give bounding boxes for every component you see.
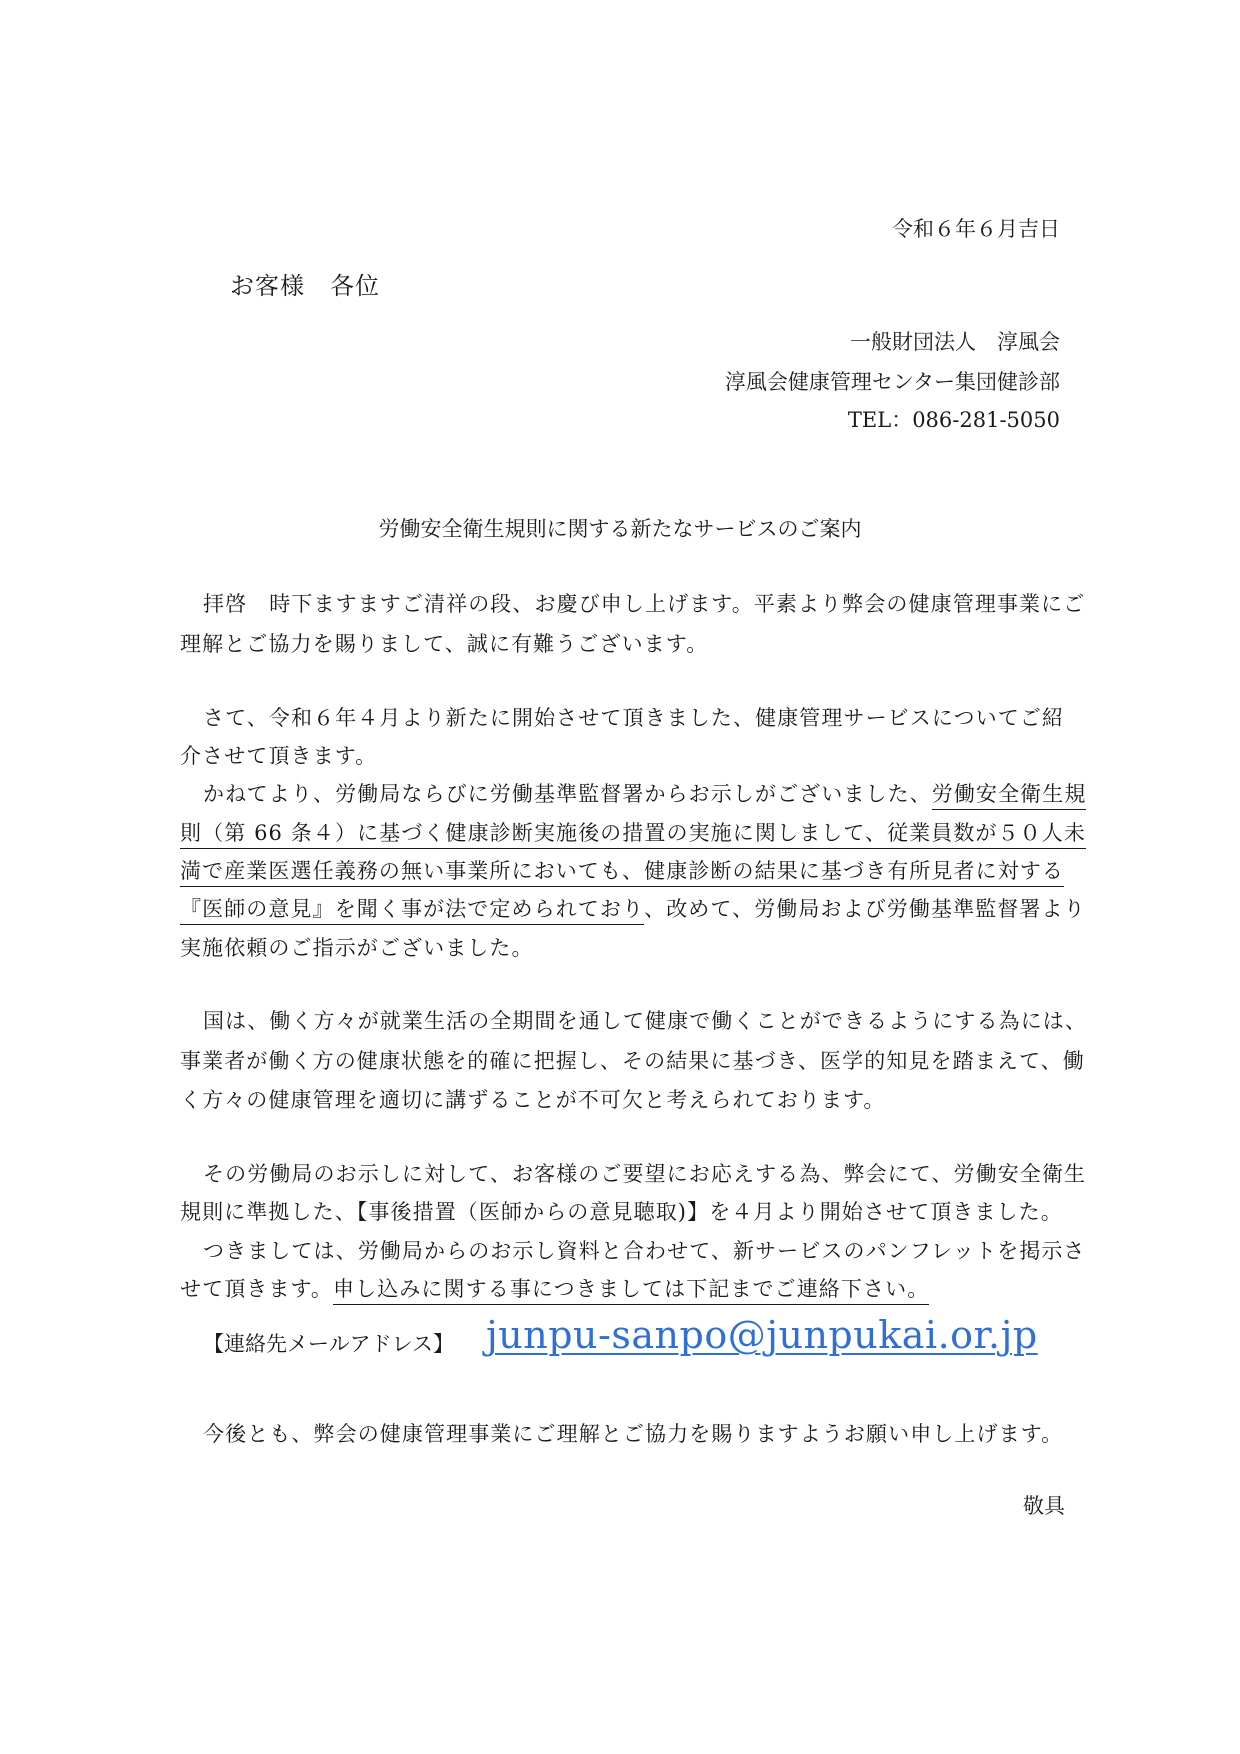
- para2-line5: [180, 855, 1064, 885]
- para4-line2: 規則に準拠した、【事後措置（医師からの意見聴取)】を４月より開始させて頂きました。: [180, 1200, 1063, 1224]
- para3-line2: 事業者が働く方の健康状態を的確に把握し、その結果に基づき、医学的知見を踏まえて、働: [180, 1049, 1085, 1073]
- para2-line4: [180, 817, 1086, 847]
- para2-line2: 介させて頂きます。: [180, 744, 378, 768]
- para4-line3: つきましては、労働局からのお示し資料と合わせて、新サービスのパンフレットを掲示さ: [203, 1239, 1086, 1263]
- underlined-regulation-line: 則（第 66 条４）に基づく健康診断実施後の措置の実施に関しまして、従業員数が５０人未: [180, 821, 1086, 849]
- para3-line1: 国は、働く方々が就業生活の全期間を通して健康で働くことができるようにする為には、: [203, 1009, 1087, 1033]
- para2-line3-text: かねてより、労働局ならびに労働基準監督署からお示しがございました、: [203, 782, 932, 806]
- para2-line3: [203, 778, 1086, 808]
- underlined-contact-request: 申し込みに関する事につきましては下記までご連絡下さい。: [333, 1277, 929, 1305]
- sender-dept: 淳風会健康管理センター集団健診部: [724, 370, 1060, 394]
- para3-line3: く方々の健康管理を適切に講ずることが不可欠と考えられております。: [180, 1088, 886, 1112]
- para1-line2: 理解とご協力を賜りまして、誠に有難うございます。: [180, 632, 709, 656]
- para1-line1: 拝啓 時下ますますご清祥の段、お慶び申し上げます。平素より弊会の健康管理事業にご: [203, 592, 1086, 616]
- contact-label: 【連絡先メールアドレス】: [203, 1332, 454, 1356]
- para2-line1: さて、令和６年４月より新たに開始させて頂きました、健康管理サービスについてご紹: [203, 706, 1065, 730]
- letter-title: 労働安全衛生規則に関する新たなサービスのご案内: [378, 517, 862, 541]
- para2-line6-text: 、改めて、労働局および労働基準監督署より: [644, 897, 1086, 921]
- para5-line1: 今後とも、弊会の健康管理事業にご理解とご協力を賜りますようお願い申し上げます。: [203, 1422, 1064, 1446]
- underlined-regulation-end: 『医師の意見』を聞く事が法で定められており: [180, 897, 644, 925]
- para2-line7: 実施依頼のご指示がございました。: [180, 936, 534, 960]
- para2-line6: [180, 893, 1086, 923]
- underlined-regulation-line: 満で産業医選任義務の無い事業所においても、健康診断の結果に基づき有所見者に対する: [180, 859, 1064, 887]
- sender-tel: TEL：086-281-5050: [847, 408, 1060, 432]
- sender-org: 一般財団法人 淳風会: [850, 330, 1060, 354]
- contact-email-link[interactable]: junpu-sanpo@junpukai.or.jp: [486, 1313, 1038, 1357]
- para4-line4-text: せて頂きます。: [180, 1277, 334, 1301]
- para4-line1: その労働局のお示しに対して、お客様のご要望にお応えする為、弊会にて、労働安全衛生: [203, 1162, 1087, 1186]
- addressee: お客様 各位: [230, 272, 380, 300]
- para4-line4: [180, 1273, 929, 1303]
- underlined-regulation-start: 労働安全衛生規: [932, 782, 1087, 810]
- letter-date: 令和６年６月吉日: [892, 217, 1060, 241]
- closing: 敬具: [1023, 1494, 1065, 1518]
